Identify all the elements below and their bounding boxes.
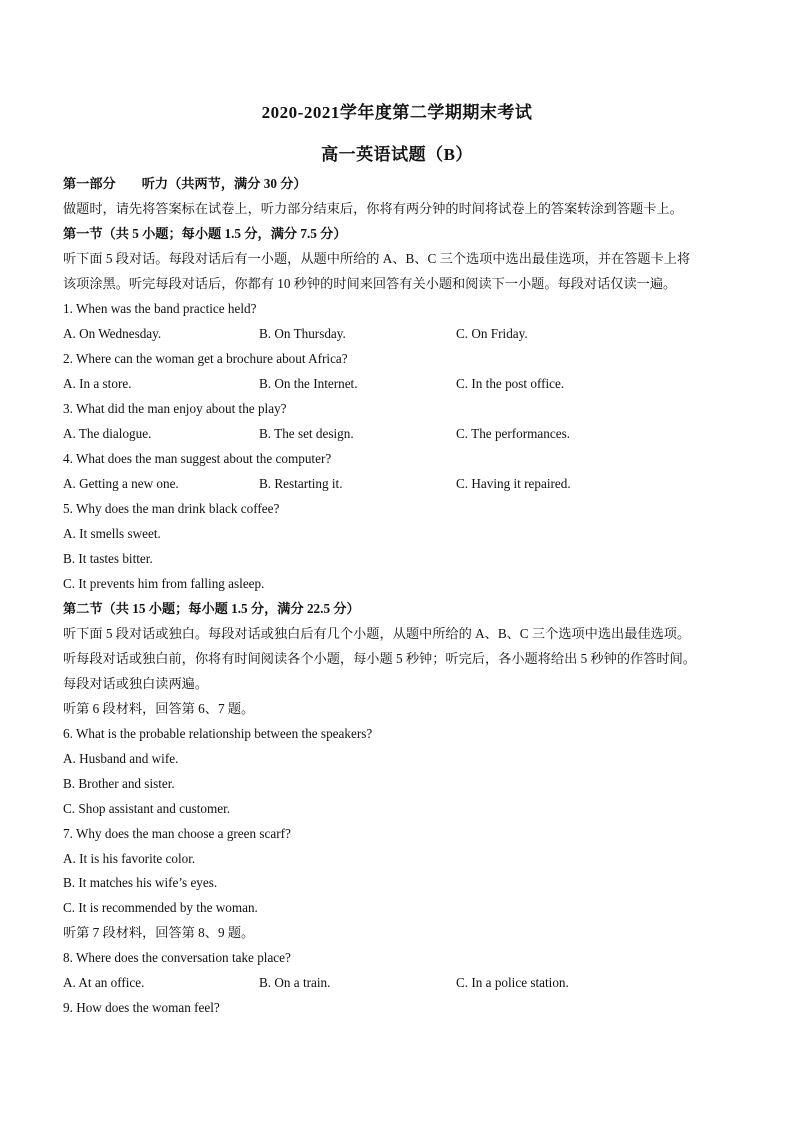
question-6-option-c: C. Shop assistant and customer. [63,801,231,816]
material-7-note: 听第 7 段材料，回答第 8、9 题。 [63,925,255,940]
part1-heading-label: 第一部分 [63,176,116,191]
question-6-option-a: A. Husband and wife. [63,751,179,766]
question-1: 1. When was the band practice held? [63,301,257,316]
question-8-option-a: A. At an office. [63,975,145,990]
question-9: 9. How does the woman feel? [63,1000,220,1015]
question-3-option-b: B. The set design. [259,426,354,441]
question-4-option-a: A. Getting a new one. [63,476,179,491]
question-7: 7. Why does the man choose a green scarf? [63,826,291,841]
question-6: 6. What is the probable relationship between the speakers? [63,726,373,741]
section2-instruction-1: 听下面 5 段对话或独白。每段对话或独白后有几个小题，从题中所给的 A、B、C 三个选项中选出最佳选项。 [63,626,691,641]
question-2-option-c: C. In the post office. [456,376,565,391]
material-6-note: 听第 6 段材料，回答第 6、7 题。 [63,701,255,716]
question-5-option-b: B. It tastes bitter. [63,551,153,566]
question-3-option-c: C. The performances. [456,426,571,441]
exam-subtitle: 高一英语试题（B） [321,145,473,164]
question-4-option-b: B. Restarting it. [259,476,343,491]
question-2-option-b: B. On the Internet. [259,376,358,391]
question-3: 3. What did the man enjoy about the play? [63,401,287,416]
section1-instruction-2: 该项涂黑。听完每段对话后，你都有 10 秒钟的时间来回答有关小题和阅读下一小题。每段对话仅读一遍。 [63,276,677,291]
question-7-option-a: A. It is his favorite color. [63,851,196,866]
section2-heading: 第二节（共 15 小题；每小题 1.5 分，满分 22.5 分） [63,601,360,616]
part1-heading [63,175,307,193]
question-4: 4. What does the man suggest about the computer? [63,451,332,466]
question-6-option-b: B. Brother and sister. [63,776,175,791]
question-8-option-c: C. In a police station. [456,975,569,990]
question-4-option-c: C. Having it repaired. [456,476,571,491]
section2-instruction-3: 每段对话或独白读两遍。 [63,676,209,691]
question-7-option-b: B. It matches his wife’s eyes. [63,875,218,890]
question-2: 2. Where can the woman get a brochure about Africa? [63,351,348,366]
question-8-option-b: B. On a train. [259,975,331,990]
part1-heading-desc: 听力（共两节，满分 30 分） [141,176,307,191]
question-2-option-a: A. In a store. [63,376,132,391]
question-5: 5. Why does the man drink black coffee? [63,501,280,516]
question-1-option-c: C. On Friday. [456,326,528,341]
section1-heading: 第一节（共 5 小题；每小题 1.5 分，满分 7.5 分） [63,226,347,241]
question-3-option-a: A. The dialogue. [63,426,152,441]
exam-title: 2020-2021学年度第二学期期末考试 [261,103,533,122]
section1-instruction-1: 听下面 5 段对话。每段对话后有一小题，从题中所给的 A、B、C 三个选项中选出最佳选项，并在答题卡上将 [63,251,691,266]
part1-instruction: 做题时，请先将答案标在试卷上，听力部分结束后，你将有两分钟的时间将试卷上的答案转涂到答题卡上。 [63,201,683,216]
question-7-option-c: C. It is recommended by the woman. [63,900,258,915]
question-5-option-a: A. It smells sweet. [63,526,161,541]
question-8: 8. Where does the conversation take place? [63,950,291,965]
section2-instruction-2: 听每段对话或独白前，你将有时间阅读各个小题，每小题 5 秒钟；听完后，各小题将给出 5 秒钟的作答时间。 [63,651,696,666]
question-1-option-b: B. On Thursday. [259,326,346,341]
question-5-option-c: C. It prevents him from falling asleep. [63,576,265,591]
question-1-option-a: A. On Wednesday. [63,326,162,341]
